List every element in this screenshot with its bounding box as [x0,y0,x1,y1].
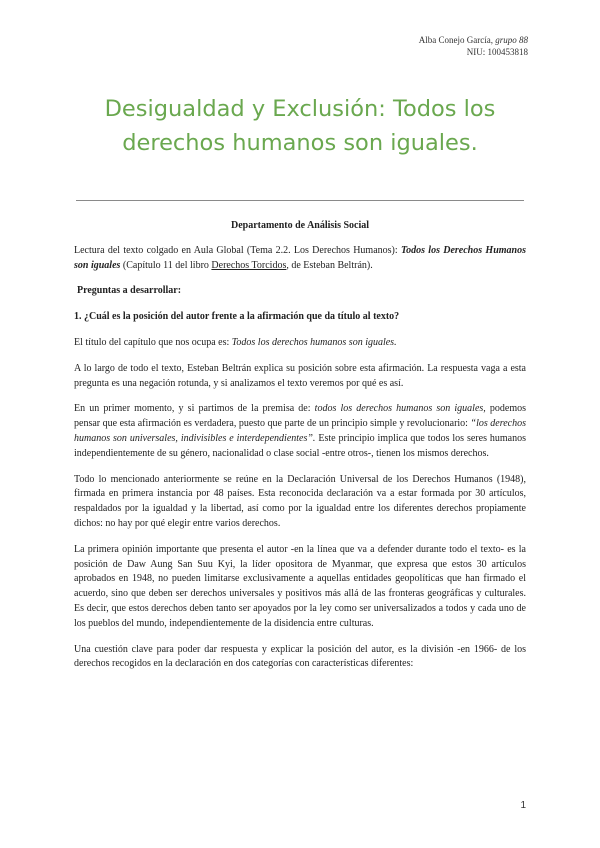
intro-text: Lectura del texto colgado en Aula Global (Tema 2.2. Los Derechos Humanos): [74,244,398,256]
title-divider [76,200,524,201]
paragraph-3-italic-2: “los derechos humanos son universales, indivisibles e interdependientes”. [74,418,527,444]
author-line [419,34,528,46]
document-body [74,219,526,683]
paragraph-5: La primera opinión importante que presenta el autor -en la línea que va a defender durante todo el texto- es la posición de Daw Aung San Suu Kyi, la líder opositora de Myanmar, que expresa que estos 30 artículos aprobados en 1948, no pueden limitarse exclusivamente a aquellas entidades geopolíticas que han firmado el acuerdo, sino que deben ser derechos universales y positivos más allá de las fronteras geográficas y culturales. Es decir, que estos derechos deben tanto ser apoyados por la ley como ser universalizados a todos y cada uno de los pueblos del mundo, independientemente de la disidencia entre culturas. [74,543,526,629]
intro-italic-title: Todos los Derechos Humanos son iguales [74,244,526,271]
questions-heading: Preguntas a desarrollar: [77,285,182,297]
paragraph-2: A lo largo de todo el texto, Esteban Beltrán explica su posición sobre esta afirmación. La respuesta vaga a esta pregunta es una negación rotunda, y si analizamos el texto veremos por qué es así. [74,362,526,389]
intro-text-3: , de Esteban Beltrán). [286,259,373,271]
book-title: Derechos Torcidos [211,259,287,271]
paragraph-3-text-1: En un primer momento, y si partimos de la premisa de: [74,403,311,415]
paragraph-4: Todo lo mencionado anteriormente se reúne en la Declaración Universal de los Derechos Humanos (1948), firmada en primera instancia por 48 países. Esta reconocida declaración va a estar formada por 30 artículos, respaldados por la igualdad y la libertad, así como por la igualdad entre los diferentes derechos propiamente dichos: no hay por qué elegir entre varios derechos. [74,473,526,529]
page-number: 1 [520,800,526,811]
niu-label: NIU: 100453818 [466,47,528,57]
paragraph-3 [74,402,526,461]
paragraph-1-text: El título del capítulo que nos ocupa es: [74,336,230,348]
page-header [419,34,528,58]
paragraph-1-italic: Todos los derechos humanos son iguales. [231,336,397,348]
paragraph-6: Una cuestión clave para poder dar respuesta y explicar la posición del autor, es la división -en 1966- de los derechos recogidos en la declaración en dos categorías con características diferentes: [74,643,526,670]
question-1: 1. ¿Cuál es la posición del autor frente a la afirmación que da título al texto? [74,311,400,323]
intro-paragraph [74,244,526,274]
paragraph-3-italic-1: todos los derechos humanos son iguales, [314,403,486,415]
paragraph-3-text-3: Este principio implica que todos los seres humanos independientemente de su género, nacionalidad o clase social -entre otros-, tienen los mismos derechos. [74,432,526,459]
department-heading: Departamento de Análisis Social [230,220,370,231]
group-label: grupo 88 [495,35,528,45]
paragraph-3-text-2: podemos pensar que esta afirmación es verdadera, puesto que parte de un principio simple y revolucionario: [74,403,527,430]
intro-text-2: (Capítulo 11 del libro [122,259,209,271]
document-title: Desigualdad y Exclusión: Todos los derechos humanos son iguales. [104,96,496,156]
paragraph-1 [74,336,526,351]
author-name: Alba Conejo García, [418,35,493,45]
